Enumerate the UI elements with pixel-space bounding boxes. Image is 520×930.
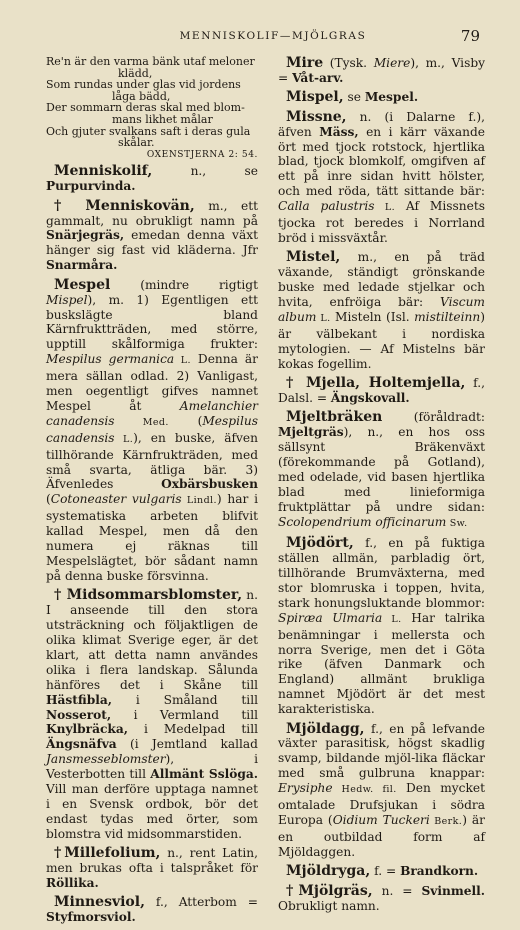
page-number: 79 xyxy=(460,27,480,45)
entry-headword: †Millefolium, xyxy=(54,845,161,862)
entry-headword: Missne, xyxy=(286,108,347,125)
entry-text: Den mycket omtalade Drufsjukan i södra Europa ( xyxy=(278,781,485,827)
entry-author: L. xyxy=(174,355,191,367)
dictionary-entry xyxy=(46,895,258,925)
entry-crossref: Styfmorsviol. xyxy=(46,910,136,925)
poem-line: Och gjuter svalkans saft i deras gula xyxy=(46,124,251,138)
entry-latin: Erysiphe xyxy=(278,781,333,796)
entry-text: ) är en outbildad form af Mjöldaggen. xyxy=(278,813,485,859)
entry-text: ), i Vesterbotten till xyxy=(46,752,258,782)
entry-crossref: Allmänt Sslöga. xyxy=(150,767,259,782)
left-entry-list xyxy=(46,164,258,925)
right-column xyxy=(278,56,485,918)
entry-headword: Mjeltbräken xyxy=(286,409,383,426)
entry-text: i Vermland till xyxy=(111,707,258,722)
dictionary-entry xyxy=(278,722,485,860)
entry-author: Hedw. fil. xyxy=(332,784,397,796)
entry-latin: Scolopendrium officinarum xyxy=(278,514,447,529)
entry-crossref: Brandkorn. xyxy=(400,864,479,879)
entry-text: en i kärr växande ört med tjock rotstock, hjertlika blad, tjock blomkolf, omgifven af ett på inre sidan hvitt hölster, och med röda, tätt sittande bär: xyxy=(278,124,485,199)
entry-latin: Jansmesseblomster xyxy=(46,752,166,767)
entry-text: ), n., en hos oss sällsynt Bräkenväxt (förekommande på Gotland), med odelade, vid basen hjertlika blad med linieformiga fruktplättar på undre sidan: xyxy=(278,425,485,514)
dictionary-entry xyxy=(278,250,485,371)
entry-latin: Cotoneaster vulgaris xyxy=(50,492,182,507)
entry-author: L. xyxy=(316,313,331,324)
dictionary-entry xyxy=(46,846,258,891)
entry-latin: Oidium Tuckeri xyxy=(332,813,430,827)
dictionary-entry xyxy=(278,864,485,879)
entry-text: ), m., Visby = xyxy=(278,56,486,85)
entry-text: i Småland till xyxy=(112,692,258,707)
entry-text: Har talrika benämningar i mellersta och norra Sverige, men det i Göta rike (äfven Danmark och England) allmänt brukliga namnet Mjödört är det mest karakteristiska. xyxy=(278,610,486,717)
poem-line: skålar. xyxy=(118,136,155,150)
entry-latin: Viscum album xyxy=(278,295,485,324)
dictionary-entry xyxy=(278,90,485,105)
poem-quote xyxy=(46,56,258,161)
poem-line: Re'n är den varma bänk utaf meloner xyxy=(46,55,255,68)
dictionary-entry xyxy=(278,410,485,531)
dictionary-entry xyxy=(46,164,258,194)
entry-latin: Mespilus canadensis xyxy=(46,413,258,445)
poem-line: klädd, xyxy=(118,66,153,80)
entry-text: Af Missnets tjocka rot beredes i Norrland bröd i missväxtår. xyxy=(278,199,485,245)
entry-crossref: Snärjegräs, xyxy=(46,228,125,243)
entry-crossref: Ängskovall. xyxy=(330,391,410,406)
poem-line: Som rundas under glas vid jordens xyxy=(46,78,241,92)
entry-text: n., rent Latin, men brukas ofta i talspråket för xyxy=(46,846,258,876)
entry-headword: Mjödört, xyxy=(286,535,354,552)
entry-headword: † Menniskovän, xyxy=(54,197,195,214)
entry-text: n. (i Dalarne f.), äfven xyxy=(278,109,485,139)
entry-text: Vill man derföre upptaga namnet i en Svensk ordbok, bör det endast tydas med örter, som blomstra vid midsommarstiden. xyxy=(46,782,258,841)
entry-crossref: Purpurvinda. xyxy=(46,179,136,194)
entry-crossref: Oxbärsbusken xyxy=(161,477,258,492)
entry-author: Med. xyxy=(114,416,169,428)
entry-crossref: Hästfibla, xyxy=(46,692,113,707)
entry-headword: Mire xyxy=(286,55,324,71)
entry-text: (föråldradt: xyxy=(382,410,485,425)
entry-headword: † Mjella, Holtemjella, xyxy=(286,375,466,392)
entry-headword: Mistel, xyxy=(286,249,341,266)
entry-text: ( xyxy=(168,413,203,428)
entry-crossref: Röllika. xyxy=(46,876,99,891)
entry-author: L. xyxy=(382,613,402,625)
entry-crossref: Mespel. xyxy=(364,90,419,105)
entry-text: (mindre rigtigt xyxy=(110,277,258,292)
entry-headword: †Mjölgräs, xyxy=(286,882,373,899)
entry-crossref: Nosserot, xyxy=(46,707,112,722)
dictionary-entry xyxy=(46,278,258,584)
entry-latin: Miere xyxy=(373,56,411,70)
entry-author: L. xyxy=(114,433,134,445)
poem-line: mans likhet målar xyxy=(112,112,213,126)
entry-text: emedan denna växt hänger sig fast vid kläderna. Jfr xyxy=(46,228,258,258)
entry-crossref: Ängsnäfva xyxy=(46,737,117,752)
entry-author: L. xyxy=(374,202,396,214)
running-title: MENNISKOLIF—MJÖLGRAS xyxy=(179,30,367,42)
entry-headword: Mjöldagg, xyxy=(286,720,365,737)
entry-text: m., ett gammalt, nu obrukligt namn på xyxy=(46,198,258,228)
poem-line: Der sommarn deras skal med blom- xyxy=(46,101,245,115)
entry-text: f., en på fuktiga ställen allmän, parbladig ört, tillhörande Brumväxterna, med stor blomruska i toppen, hvita, stark honungsluktande blommor: xyxy=(278,536,485,610)
entry-headword: Mjöldryga, xyxy=(286,863,371,880)
entry-text: n. I anseende till den stora utsträckning och följaktligen de olika klimat Sverige eger, är det klart, att detta namn användes olika i flera landskap. Sålunda hänföres det i Skåne till xyxy=(46,588,258,692)
dictionary-entry xyxy=(278,56,485,86)
entry-crossref: Snarmåra. xyxy=(46,258,118,273)
entry-text: ), m. 1) Egentligen ett buskslägte bland Kärnfruktträden, med större, upptill skålformiga frukter: xyxy=(46,292,258,352)
entry-text: i Medelpad till xyxy=(128,722,258,737)
dictionary-entry xyxy=(278,884,485,914)
entry-text: ), en buske, äfven tillhörande Kärnfrukträden, med små svarta, ätliga bär. 3) Äfvenledes xyxy=(46,430,258,492)
entry-crossref: Mäss, xyxy=(319,124,359,139)
entry-latin: Mispel xyxy=(46,292,88,307)
poem-line: låga bädd, xyxy=(112,89,171,103)
entry-headword: Mispel, xyxy=(286,89,344,106)
entry-crossref: Knylbräcka, xyxy=(46,722,129,737)
entry-text: n., se xyxy=(152,164,258,179)
poem-attribution: OXENSTJERNA 2: 54. xyxy=(146,149,258,160)
entry-latin: Amelanchier canadensis xyxy=(46,398,258,428)
entry-text: n. = xyxy=(372,883,422,898)
entry-text: (i Jemtland kallad xyxy=(116,737,258,752)
entry-headword: Minnesviol, xyxy=(54,894,145,911)
entry-headword: Menniskolif, xyxy=(54,163,153,180)
entry-text: m., en på träd växande, ständigt grönskande buske med ledade stjelkar och hvita, enfröiga bär: xyxy=(278,250,485,310)
entry-text: se xyxy=(343,90,365,105)
dictionary-entry xyxy=(278,536,485,717)
entry-text: ) har i systematiska arbeten blifvit kallad Mespel, men då den numera ej räknas till Mespelslägtet, bör sådant namn på denna buske försvinna. xyxy=(46,492,258,583)
dictionary-entry xyxy=(278,110,485,246)
entry-latin: Calla palustris xyxy=(278,199,375,214)
entry-text: Misteln (Isl. xyxy=(330,310,415,324)
entry-latin: mistilteinn xyxy=(414,310,481,324)
entry-crossref: Svinmell. xyxy=(421,883,485,898)
entry-text: (Tysk. xyxy=(323,56,374,70)
entry-crossref: Mjeltgräs xyxy=(278,425,344,440)
entry-author: Lindl. xyxy=(181,495,217,507)
dictionary-entry xyxy=(278,376,485,406)
entry-author: Berk. xyxy=(429,816,463,827)
entry-text: ) är välbekant i nordiska mytologien. — Af Mistelns bär kokas fogellim. xyxy=(278,310,485,371)
entry-author: Sw. xyxy=(446,517,468,529)
entry-latin: Spiræa Ulmaria xyxy=(278,610,383,625)
entry-headword: Mespel xyxy=(54,276,111,293)
running-head xyxy=(48,27,498,45)
entry-text: ( xyxy=(46,492,51,507)
entry-headword: † Midsommarsblomster, xyxy=(54,587,243,604)
entry-text: f., en på lefvande växter parasitisk, högst skadlig svamp, bildande mjöl-lika fläckar med små gulbruna knappar: xyxy=(278,721,485,781)
left-column xyxy=(46,56,258,930)
entry-latin: Mespilus germanica xyxy=(46,352,175,367)
entry-text: f., Atterbom = xyxy=(144,895,258,910)
dictionary-entry xyxy=(46,588,258,841)
entry-crossref: Våt-arv. xyxy=(292,70,344,85)
dictionary-entry xyxy=(46,199,258,274)
entry-text: Obrukligt namn. xyxy=(278,898,380,913)
entry-text: Denna är mera sällan odlad. 2) Vanligast, men oegentligt gifves namnet Mespel åt xyxy=(46,352,258,413)
entry-text: f., Dalsl. = xyxy=(278,376,486,406)
entry-text: f. = xyxy=(370,864,401,879)
